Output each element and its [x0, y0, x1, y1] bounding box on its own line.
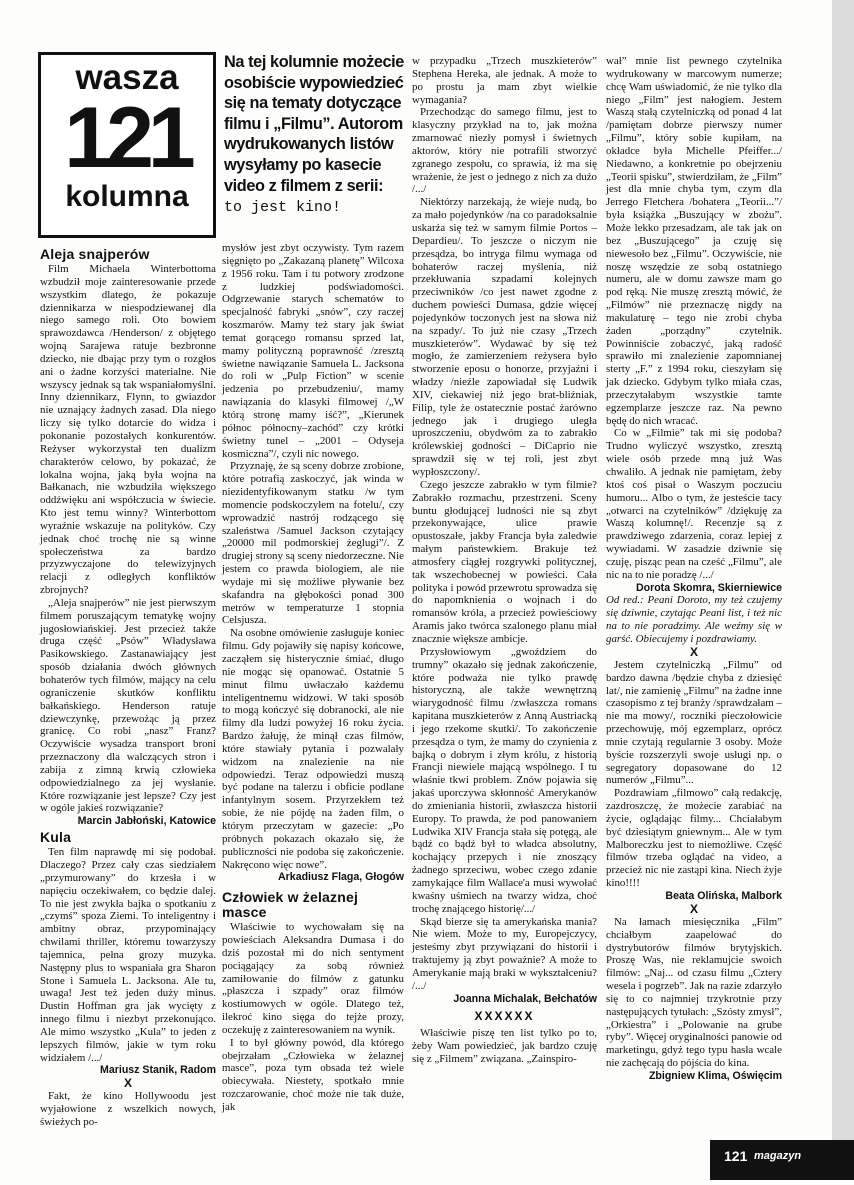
- text-column-3: [412, 55, 597, 1135]
- letter-heading: Kula: [40, 829, 72, 846]
- paragraph: Co w „Filmie” tak mi się podoba? Trudno wyliczyć wszystko, zresztą wiele osób przede mną już Was chwaliło. A jednak nie pamiętam, żeby ktoś coś pisał o Waszym poczuciu humoru... Albo o tym, że jesteście tacy „otwarci na czytelników” /dziękuję za Waszą kolumnę!/. Recenzje są z prawdziwego zdarzenia, coraz lepiej z wywiadami. W zasadzie dziwnie się czuję, pisząc pean na cześć „Filmu”, ale nic na to nie poradzę /.../: [606, 427, 782, 581]
- paragraph: Na osobne omówienie zasługuje koniec filmu. Gdy pojawiły się napisy końcowe, zacząłem się histerycznie śmiać, długo nie mogąc się opanować. Ostatnie 5 minut filmu uwłaczało każdemu inteligentnemu widzowi. W taki sposób to mogą kończyć się dobranocki, ale nie filmy dla ludzi powyżej 16 roku życia. Bardzo żałuję, że minął czas filmów, które stawiały pytania i pozwalały widzom na znalezienie na nie odpowiedzi. Teraz odpowiedzi muszą być podane na talerzu i obficie podlane infantylnym sosem. Przyrzekłem też sobie, że nie pójdę na żaden film, o którym przeczytam w gazecie: „Po próbnych pokazach okazało się, że publiczności nie podoba się zakończenie. Nakręcono więc nowe”.: [222, 627, 404, 871]
- paragraph: w przypadku „Trzech muszkieterów” Stephena Hereka, ale jednak. A może to po prostu ja mam zbyt wielkie wymagania?: [412, 55, 597, 106]
- intro-series-name: to jest kino!: [224, 199, 342, 217]
- paragraph: Przechodząc do samego filmu, jest to klasyczny przykład na to, jak można zmarnować niezły pomysł i świetnych aktorów, który nie potrafili stworzyć zgranego zespołu, co sprawia, iż ma się wrażenie, że jest o jednego z nich za dużo /.../: [412, 106, 597, 196]
- section-name: magazyn: [754, 1150, 802, 1162]
- paragraph: Ten film naprawdę mi się podobał. Dlaczego? Przez cały czas siedziałem „przymurowany” do krzesła i w napięciu oczekiwałem, co będzie dalej. To nie jest zwykła bajka o spotkaniu z „czymś” spoza Ziemi. To inteligentny i ambitny obraz, przypominający chwilami thriller, któremu towarzyszy tajemnica, pełna grozy muzyka. Następny plus to wspaniała gra Sharon Stone i Samuela L. Jacksona. Ale tu, uwaga! Jest też jeden duży minus. Dustin Hoffman gra jak wycięty z innego filmu i niezbyt przekonująco. Ale mimo wszystko „Kula” to jeden z lepszych filmów, jakie w tym roku widziałem /.../: [40, 846, 216, 1064]
- page-folio: [710, 1140, 854, 1180]
- paragraph: mysłów jest zbyt oczywisty. Tym razem sięgnięto po „Zakazaną planetę” Wilcoxa z 1956 roku. Tam i tu potwory zrodzone z ludzkiej podświadomości. Odgrzewanie starych schematów to specjalność fabryki „snów”, czy raczej koszmarów. Mamy też stary jak świat temat gorącego romansu sprzed lat, mamy polityczną poprawność /zresztą świetne nawiązanie Samuela L. Jacksona do roli w „Pulp Fiction” w scenie jedzenia po przebudzeniu/, mamy nawiązania do klasyki filmowej /„W którą stronę mamy iść?”, „Kierunek północ północny–zachód” czy krótki świetny tunel – „2001 – Odyseja kosmiczna”/, czyli nic nowego.: [222, 242, 404, 460]
- letter-signature: Mariusz Stanik, Radom: [100, 1064, 216, 1077]
- logo-word-bottom: kolumna: [65, 180, 189, 213]
- letter-separator: X: [123, 1076, 132, 1091]
- letter-separator: X: [689, 644, 698, 659]
- letter-signature: Joanna Michalak, Bełchatów: [453, 992, 597, 1005]
- page-edge-strip: [832, 0, 854, 1145]
- letter-signature: Dorota Skomra, Skierniewice: [635, 581, 782, 594]
- letter-signature: Beata Olińska, Malbork: [665, 890, 782, 902]
- text-column-4: [606, 55, 782, 1140]
- letter-separator: X: [689, 901, 698, 916]
- paragraph: Przysłowiowym „gwoździem do trumny” okazało się jednak zakończenie, które podważa nie tylko prawdę historyczną, ale także wewnętrzną wiarygodność filmu /zwłaszcza romans kapitana muszkieterów z Anną Austriacką i jego rzekome skutki/. To zakończenie przesądza o tym, że mamy do czynienia z bajką o dobrym i złym królu, z historią Francji niewiele mającą wspólnego. I tu właśnie tkwi problem. Znów pojawia się jakaś uporczywa skłonność Amerykanów do zmieniania historii, zwłaszcza historii Europy. To prawda, że pod panowaniem Ludwika XIV Francja stała się potęgą, ale bądź co bądź był to władca absolutny, kochający przepych i nie znoszący żadnego sprzeciwu, wobec czego zdanie zamykające film Wallace'a musi wywołać kwaśny uśmiech na twarzy widza, choć trochę znającego historię/.../: [412, 645, 597, 915]
- logo-word-top: wasza: [75, 58, 179, 97]
- text-column-1: [40, 245, 216, 1128]
- paragraph: Film Michaela Winterbottoma wzbudził moje zainteresowanie przede wszystkim dlatego, że pokazuje dziennikarza w niespodziewanej dla niego samego roli. Oto bowiem sprawozdawca /Henderson/ z objętego wojną Sarajewa ratuje bezbronne dziecko, nie dbając przy tym o rozgłos ani o żadne korzyści materialne. Nie wszyscy jednak są tak wspaniałomyślni. Inny dziennikarz, Flynn, to gwiazdor nie uznający żadnych zasad. Dla niego liczy się tylko dotarcie do widza i pokonanie pozostałych konkurentów. Reżyser wykorzystał ten dualizm charakterów celowo, by pokazać, że lokalna wojna, jaką była wojna na Bałkanach, nie wzbudziła większego oddźwięku ani współczucia w świecie. Kto jest temu winny? Winterbottom wyraźnie wskazuje na polityków. Czy jednak choć trochę nie są winne społeczeństwa za bardzo przyzwyczajone do telewizyjnych relacji z odległych konfliktów zbrojnych?: [40, 263, 216, 597]
- paragraph: Na łamach miesięcznika „Film” chciałbym zaapelować do dystrybutorów filmów brytyjskich. Proszę Was, nie reklamujcie swoich filmów: „Naj... od czasu filmu „Cztery wesela i pogrzeb”. Jak na razie zdarzyło się to co najmniej trzykrotnie przy następujących tytułach: „Szósty zmysł”, „Orkiestra” i „Polowanie na grube ryby”. Więcej oryginalności panowie od marketingu, gdyż tego typu hasła wcale nie zachęcają do pójścia do kina.: [606, 915, 782, 1070]
- page-number: 121: [724, 1148, 748, 1164]
- paragraph: Pozdrawiam „filmowo” całą redakcję, zazdroszczę, że możecie zarabiać na życie, oglądając filmy... Chciałabym być dziesiątym gniewnym... Ale w tym Malboreczku jest to niemożliwe. Część filmów trzeba oglądać na video, a przecież nic nie zastąpi kina. Niech żyje kino!!!!: [606, 787, 782, 890]
- paragraph: Niektórzy narzekają, że wieje nudą, bo za mało pojedynków /na co paradoksalnie uskarża się też w samym filmie Portos – Depardieu/. To jeszcze o niczym nie przesądza, bo intryga filmu wymaga od bohaterów raczej myślenia, niż przekłuwania szpadami kolejnych przeciwników /co jest nawet zgodne z duchem powieści Dumasa, gdzie więcej pojedynków toczonych jest na słowa niż na szpady/. To już nie czasy „Trzech muszkieterów”. Wydawać by się też mogło, że zamierzeniem reżysera było stworzenie eposu o honorze, przyjaźni i władzy /nieźle zapowiadał się Ludwik XIV, ciekawiej niż jego brat-bliźniak, Filip, tyle że ostatecznie postać żarówno jednego jak i drugiego uległa uproszczeniu, obydwóm za to zabrakło królewskiej godności – DiCaprio nie sprawdził się w tej roli, jest zbyt wypłoszczony/.: [412, 196, 597, 478]
- paragraph: Skąd bierze się ta amerykańska mania? Nie wiem. Może to my, Europejczycy, jesteśmy zbyt przywiązani do historii i traktujemy ją zbyt poważnie? A może to Amerykanie mają braki w wykształceniu? /.../: [412, 915, 597, 992]
- letter-separator: XXXXXX: [474, 1009, 535, 1024]
- text-column-2: [222, 242, 404, 1142]
- paragraph: „Aleja snajperów” nie jest pierwszym filmem poruszającym tematykę wojny jugosłowiańskiej. Jest przecież także druga część „Psów” Władysława Pasikowskiego. Zastanawiający jest sposób działania dwóch głównych bohaterów tych filmów, mający na celu ograniczenie skutków konfliktu bałkańskiego. Henderson ratuje dziewczynkę, przewożąc ją przez granicę. Co robi „nasz” Franz? Oczywiście wysadza transport broni przeznaczony dla walczących stron i zabija z zimną krwią człowieka odpowiedzialnego za jej wysłanie. Które rozwiązanie jest lepsze? Czy jest w ogóle jakieś rozwiązanie?: [40, 596, 216, 815]
- letter-signature: Arkadiusz Flaga, Głogów: [278, 871, 404, 884]
- paragraph: Fakt, że kino Hollywoodu jest wyjałowione z wszelkich nowych, świeżych po-: [40, 1090, 216, 1128]
- paragraph: Właściwie to wychowałam się na powieściach Aleksandra Dumasa i do dziś pozostał mi do nich sentyment pociągający za sobą również zamiłowanie do filmów z gatunku „płaszcza i szpady” oraz filmów kostiumowych w ogóle. Dlatego też, ilekroć kino sięga do tejże prozy, oczekuję z zainteresowaniem na wynik.: [222, 921, 404, 1036]
- paragraph: Czego jeszcze zabrakło w tym filmie? Zabrakło rozmachu, przestrzeni. Sceny buntu głodującej ludności nie są zbyt przekonywające, ulice prawie opustoszałe, jakby Francja była zaledwie małym państewkiem. Brakuje też atmosfery ciągłej rozgrywki politycznej, tak wszechobecnej w powieści. Cała polityka i powód przewrotu sprowadza się do napomknienia o wojnach i do romansów króla, a przecież powieściowy Aramis jako twórca szalonego planu miał znacznie większe ambicje.: [412, 478, 597, 645]
- letter-heading: Aleja snajperów: [40, 246, 150, 262]
- paragraph: wał” mnie list pewnego czytelnika wydrukowany w marcowym numerze; chcę Wam uświadomić, że nie tylko dla niego „Film” jest nałogiem. Jestem Waszą stałą czytelniczką od ponad 4 lat /pamiętam dobrze pierwszy numer „Filmu”, który sobie kupiłam, na okładce była Michelle Pfeiffer.../ Niedawno, a konkretnie po obejrzeniu „Teorii spisku”, stwierdziłam, że „Film” jest dla mnie chyba tym, czym dla Jerrego Fletchera /bohatera „Teorii...”/ była książka „Buszujący w zbożu”. Może lekko przesadzam, ale tak jak on bez „Buszującego” ja czuję się niewesoło bez „Filmu”. Oczywiście, nie noszę wszędzie ze sobą ostatniego numeru, ale w domu zawsze mam go pod ręką. Nie muszę zresztą mówić, że „Filmów” nie przeznaczę nigdy na makulaturę – tego nie zrobi chyba żaden „porządny” czytelnik. Powinniście zobaczyć, jaką radość sprawiło mi znalezienie zapomnianej sterty „F.” z 1994 roku, cieszyłam się jak dziecko. Gdybym tylko miała czas, przeczytałabym wszystkie tamte egzemplarze jeszcze raz. Na pewno będę do nich wracać.: [606, 55, 782, 427]
- paragraph: Przyznaję, że są sceny dobrze zrobione, które potrafią zaskoczyć, jak winda w niezidentyfikowanym statku /w tym momencie podskoczyłem na fotelu/, czy wprowadzić nastrój rodzącego się szaleństwa /Samuel Jackson czytający „20000 mil podmorskiej żeglugi”/. Z drugiej strony są sceny niedorzeczne. Nie jestem co prawda biologiem, ale nie wydaje mi się możliwe pływanie bez skafandra na głębokości ponad 300 metrów w temperaturze 1 stopnia Celsjusza.: [222, 460, 404, 627]
- column-logo: [38, 52, 216, 238]
- letter-heading: Człowiek w żelaznej masce: [222, 889, 359, 921]
- intro-text: Na tej kolumnie możecie osobiście wypowiedzieć się na tematy dotyczące filmu i „Filmu”. Autorom wydrukowanych listów wysyłamy po kasecie video z filmem z serii:: [224, 53, 404, 195]
- letter-signature: Zbigniew Klima, Oświęcim: [648, 1069, 782, 1082]
- logo-number: 121: [64, 90, 190, 186]
- paragraph: Jestem czytelniczką „Filmu” od bardzo dawna /będzie chyba z dziesięć lat/, nie zamienię „Filmu” na żadne inne czasopismo z tej branży /sprawdzałam – nie ma mowy/, roczniki pieczołowicie przechowuję, mój egzemplarz, oprócz mnie czytają regularnie 3 osoby. Może byście rozszerzyli swoje usługi np. o segregatory dopasowane do 12 numerów „Filmu”...: [606, 658, 782, 787]
- column-intro: [224, 52, 409, 219]
- paragraph: I to był główny powód, dla którego obejrzałam „Człowieka w żelaznej masce”, poza tym obsada też wiele obiecywała. Niestety, spotkało mnie rozczarowanie, choć może nie tak duże, jak: [222, 1036, 404, 1113]
- editor-reply: Od red.: Peani Doroto, my też czujemy się dziwnie, czytając Peani list, i też nic na to nie poradzimy. Ale weźmy się w garść. Obiecujemy i pozdrawiamy.: [606, 594, 782, 645]
- letter-signature: Marcin Jabłoński, Katowice: [77, 815, 216, 828]
- paragraph: Właściwie piszę ten list tylko po to, żeby Wam powiedzieć, jak bardzo czuję się z „Filmem” związana. „Zainspiro-: [412, 1027, 597, 1066]
